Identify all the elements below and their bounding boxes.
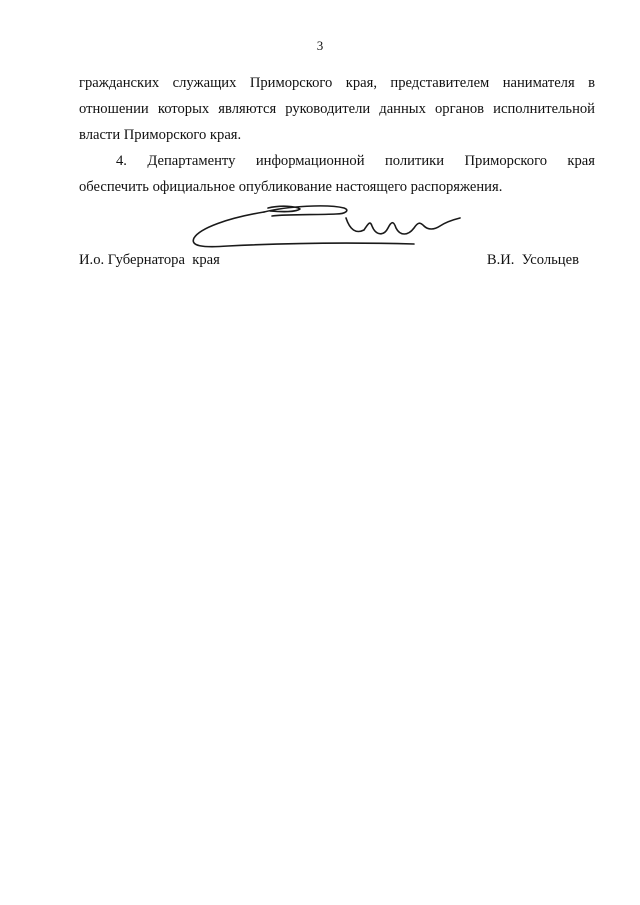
paragraph-line: 4. Департаменту информационной политики Приморского края [116,153,595,169]
signatory-position: И.о. Губернатора края [79,252,220,268]
page-number: 3 [316,38,324,53]
signatory-name: В.И. Усольцев [486,252,579,268]
paragraph-item-4 [79,148,595,200]
document-body [79,70,595,200]
paragraph-line: отношении которых являются руководители данных органов исполнительной [79,101,595,117]
paragraph-continuation [79,70,595,148]
handwritten-signature [188,196,478,256]
paragraph-line: обеспечить официальное опубликование настоящего распоряжения. [79,179,503,195]
paragraph-line: власти Приморского края. [79,127,242,143]
paragraph-line: гражданских служащих Приморского края, представителем нанимателя в [79,75,595,91]
